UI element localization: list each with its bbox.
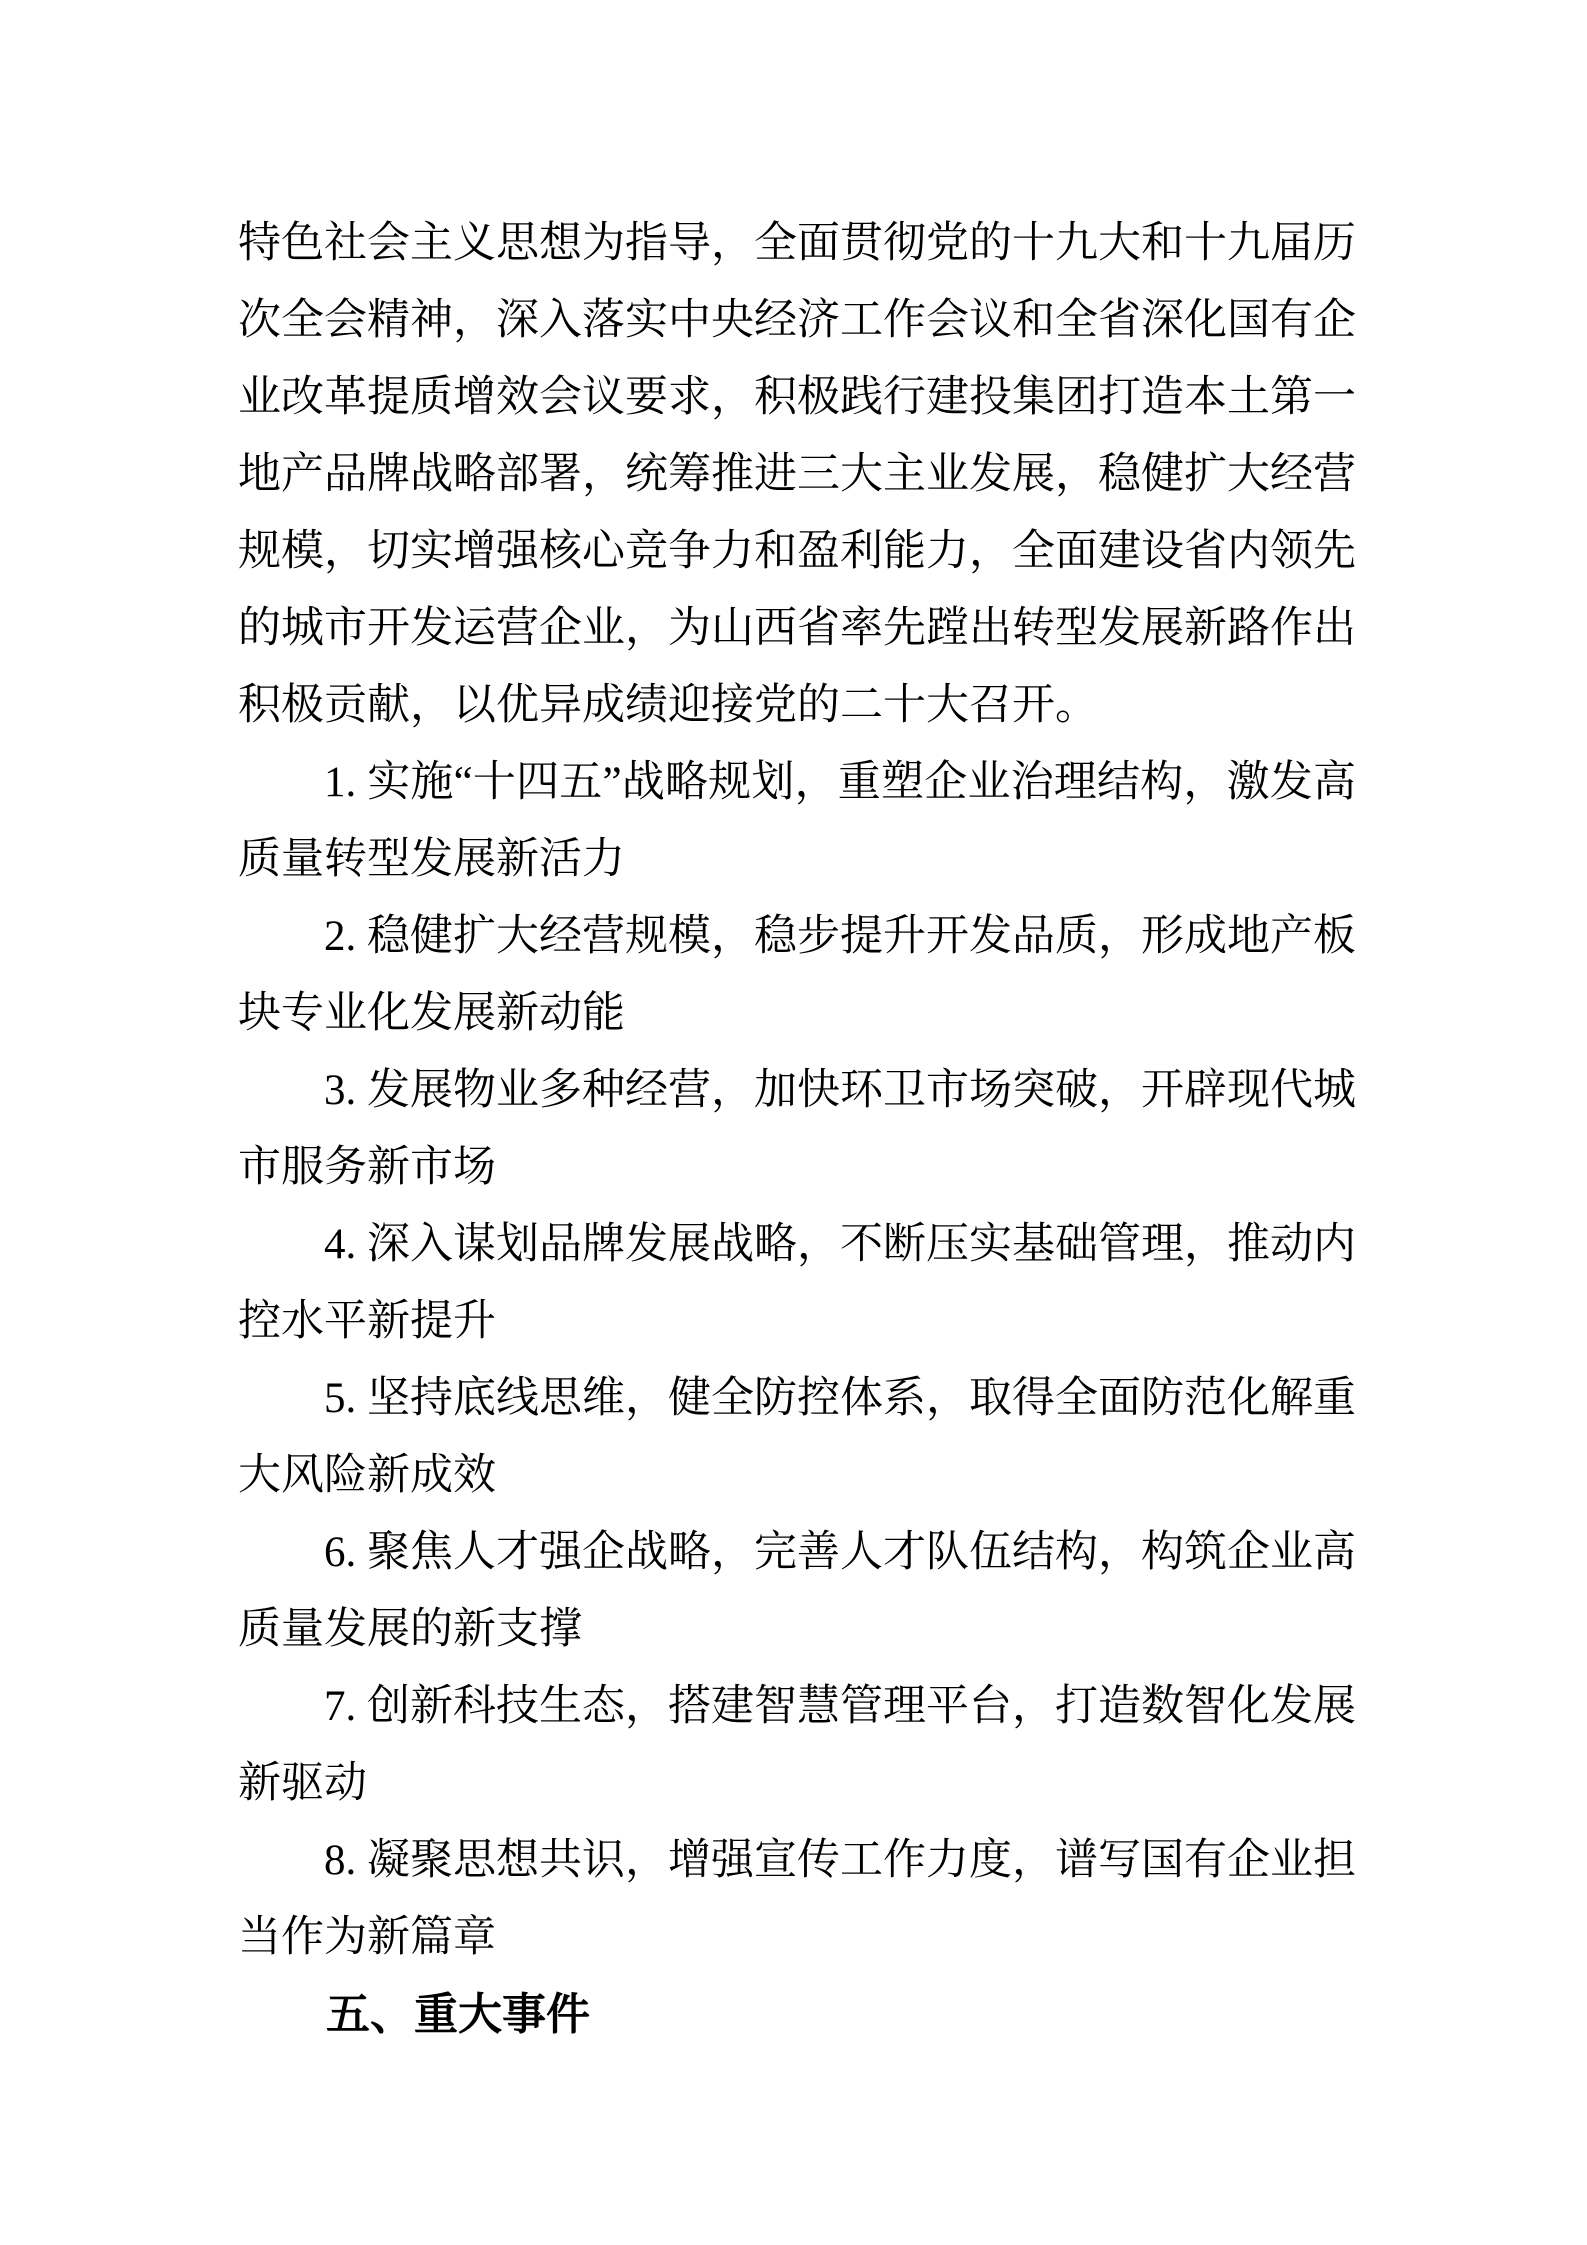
numbered-item-1: 1. 实施“十四五”战略规划，重塑企业治理结构，激发高质量转型发展新活力 bbox=[238, 759, 1356, 883]
numbered-item-8: 8. 凝聚思想共识，增强宣传工作力度，谱写国有企业担当作为新篇章 bbox=[238, 1837, 1356, 1961]
numbered-item-3: 3. 发展物业多种经营，加快环卫市场突破，开辟现代城市服务新市场 bbox=[238, 1067, 1356, 1191]
numbered-item-5: 5. 坚持底线思维，健全防控体系，取得全面防范化解重大风险新成效 bbox=[238, 1375, 1356, 1499]
text-block bbox=[238, 205, 1356, 2053]
intro-paragraph: 特色社会主义思想为指导，全面贯彻党的十九大和十九届历次全会精神，深入落实中央经济工作会议和全省深化国有企业改革提质增效会议要求，积极践行建投集团打造本土第一地产品牌战略部署，统筹推进三大主业发展，稳健扩大经营规模，切实增强核心竞争力和盈利能力，全面建设省内领先的城市开发运营企业，为山西省率先蹚出转型发展新路作出积极贡献，以优异成绩迎接党的二十大召开。 bbox=[238, 220, 1356, 729]
numbered-item-6: 6. 聚焦人才强企战略，完善人才队伍结构，构筑企业高质量发展的新支撑 bbox=[238, 1529, 1356, 1653]
numbered-item-4: 4. 深入谋划品牌发展战略，不断压实基础管理，推动内控水平新提升 bbox=[238, 1221, 1356, 1345]
numbered-item-7: 7. 创新科技生态，搭建智慧管理平台，打造数智化发展新驱动 bbox=[238, 1683, 1356, 1807]
numbered-item-2: 2. 稳健扩大经营规模，稳步提升开发品质，形成地产板块专业化发展新动能 bbox=[238, 913, 1356, 1037]
section-heading-major-events: 五、重大事件 bbox=[326, 1990, 590, 2039]
